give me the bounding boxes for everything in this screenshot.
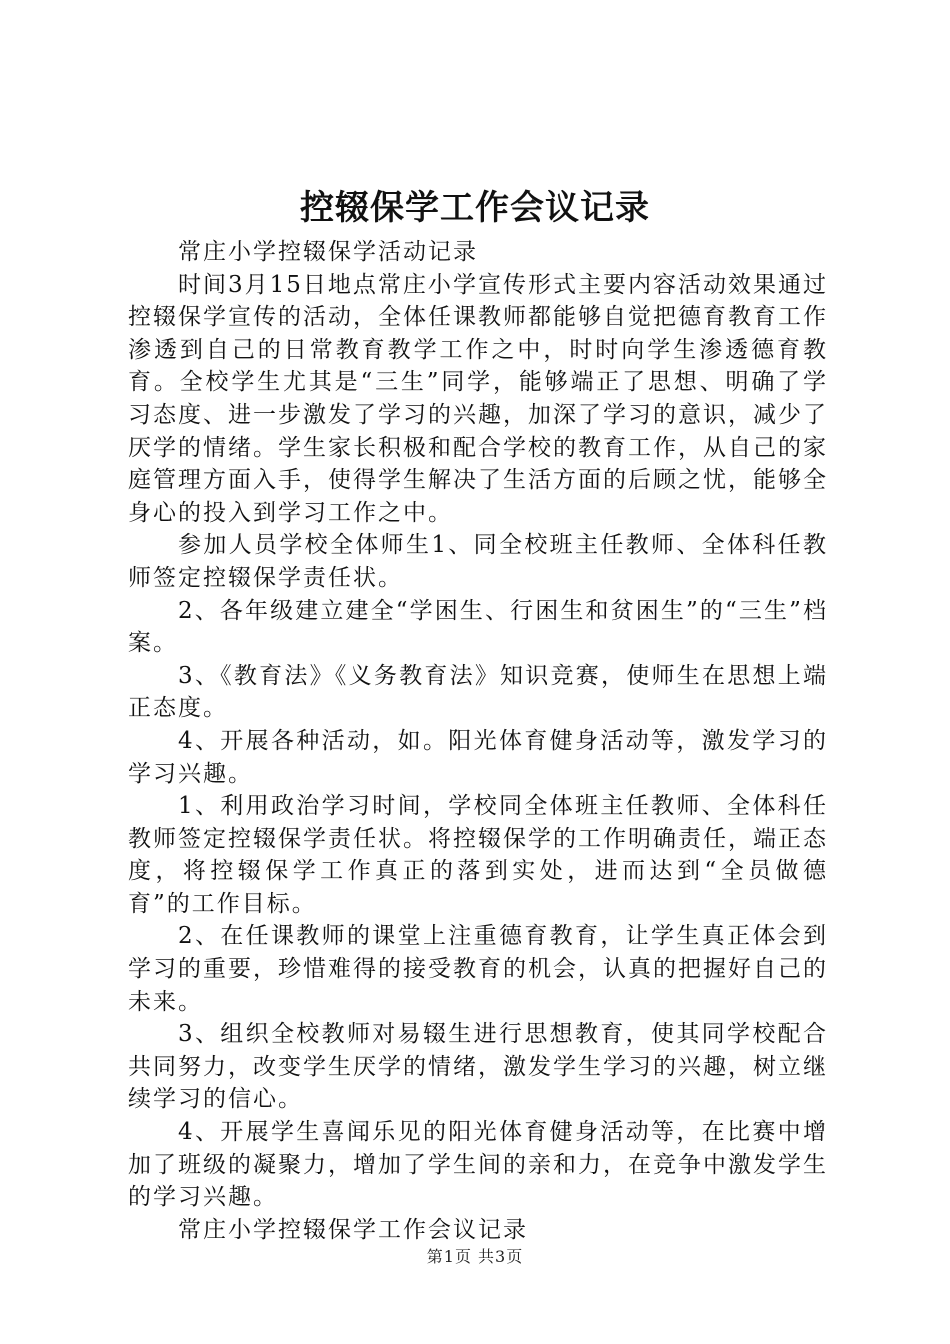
- paragraph-measure-3: 3、组织全校教师对易辍生进行思想教育，使其同学校配合共同努力，改变学生厌学的情绪，激发学生学习的兴趣，树立继续学习的信心。: [128, 1021, 828, 1113]
- paragraph-item-4-activities: 4、开展各种活动，如。阳光体育健身活动等，激发学习的学习兴趣。: [128, 727, 828, 787]
- paragraph-closing-title: 常庄小学控辍保学工作会议记录: [178, 1216, 528, 1243]
- page-number: 第1页 共3页: [426, 1247, 524, 1266]
- document-body: [128, 236, 828, 1246]
- paragraph-subtitle: 常庄小学控辍保学活动记录: [178, 239, 478, 265]
- paragraph-activity-summary: 时间3月15日地点常庄小学宣传形式主要内容活动效果通过控辍保学宣传的活动，全体任课教师都能够自觉把德育教育工作渗透到自己的日常教育教学工作之中，时时向学生渗透德育教育。全校学生尤其是“三生”同学，能够端正了思想、明确了学习态度、进一步激发了学习的兴趣，加深了学习的意识，减少了厌学的情绪。学生家长积极和配合学校的教育工作，从自己的家庭管理方面入手，使得学生解决了生活方面的后顾之忧，能够全身心的投入到学习工作之中。: [128, 271, 828, 526]
- document-title: 控辍保学工作会议记录: [300, 188, 650, 228]
- paragraph-item-2-archive: 2、各年级建立建全“学困生、行困生和贫困生”的“三生”档案。: [128, 597, 828, 657]
- paragraph-participants: 参加人员学校全体师生1、同全校班主任教师、全体科任教师签定控辍保学责任状。: [128, 532, 828, 591]
- paragraph-item-3-contest: 3、《教育法》《义务教育法》知识竞赛，使师生在思想上端正态度。: [128, 662, 828, 722]
- paragraph-measure-1: 1、利用政治学习时间，学校同全体班主任教师、全体科任教师签定控辍保学责任状。将控辍保学的工作明确责任，端正态度，将控辍保学工作真正的落到实处，进而达到“全员做德育”的工作目标。: [128, 793, 828, 917]
- paragraph-measure-4: 4、开展学生喜闻乐见的阳光体育健身活动等，在比赛中增加了班级的凝聚力，增加了学生间的亲和力，在竞争中激发学生的学习兴趣。: [128, 1119, 828, 1211]
- paragraph-measure-2: 2、在任课教师的课堂上注重德育教育，让学生真正体会到学习的重要，珍惜难得的接受教育的机会，认真的把握好自己的未来。: [128, 923, 828, 1015]
